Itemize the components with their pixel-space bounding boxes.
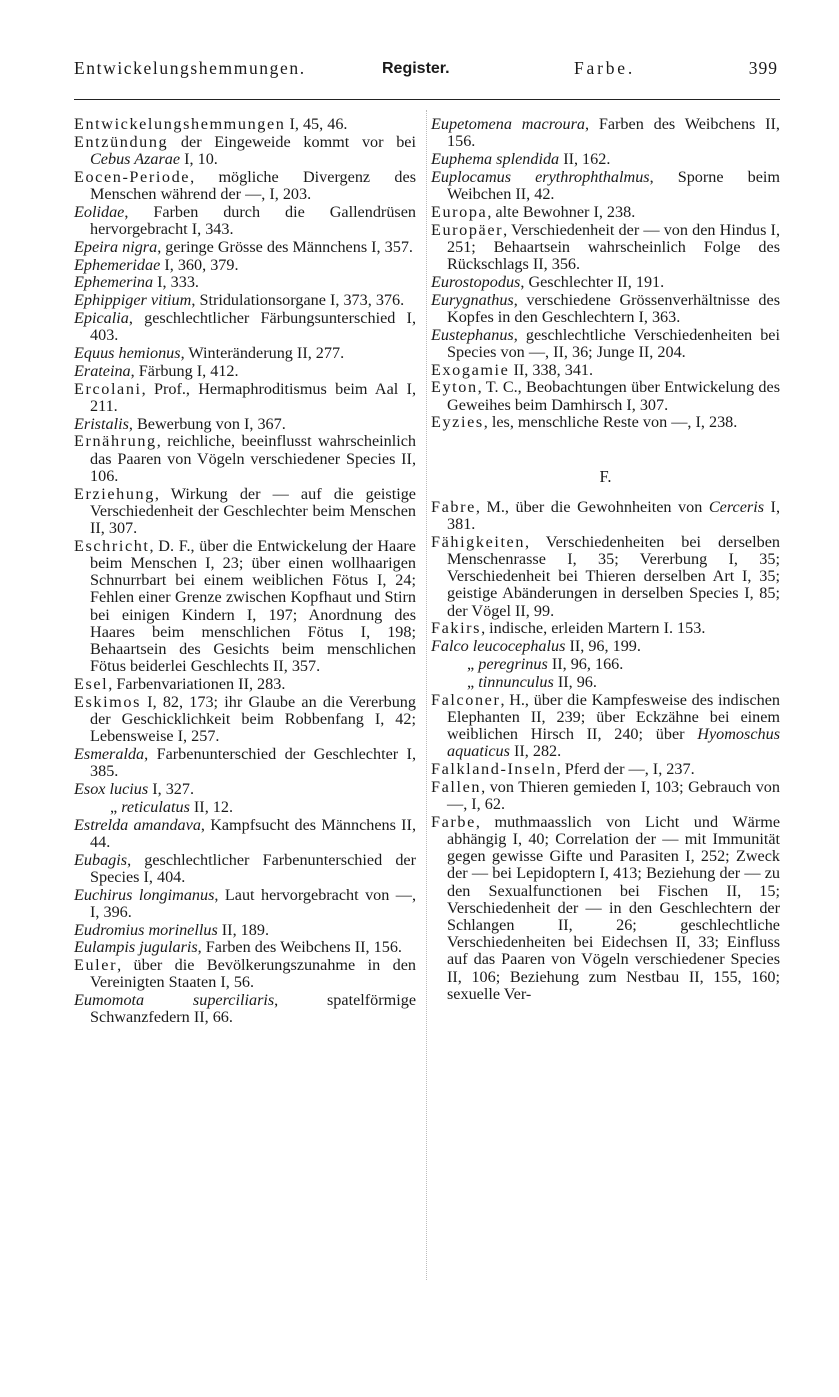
entry-text: II, 96, 199. <box>565 637 641 656</box>
index-entry <box>74 204 416 238</box>
header-left-catchword: Entwickelungshemmungen. <box>74 58 306 78</box>
entry-term: Ephemeridae <box>74 255 161 274</box>
index-entry <box>431 620 780 637</box>
index-entry <box>431 151 780 168</box>
index-entry <box>74 169 416 203</box>
entry-term: Europäer <box>431 220 504 239</box>
entry-text: , Farben des Weibchens II, 156. <box>447 115 780 151</box>
index-entry <box>74 694 416 746</box>
index-entry <box>74 817 416 851</box>
index-entry <box>74 433 416 485</box>
entry-term: Farbe <box>431 812 476 831</box>
index-entry <box>74 116 416 133</box>
entry-term: Ernährung <box>74 432 157 451</box>
entry-term: Fabre <box>431 497 476 516</box>
entry-text: I, 381. <box>447 497 780 533</box>
index-entry <box>431 414 780 431</box>
index-entry <box>74 274 416 291</box>
entry-text: , Farben durch die Gallendrüsen hervorgebracht I, 343. <box>90 202 416 238</box>
entry-term: Eupetomena macroura <box>431 115 585 133</box>
entry-term: Eyzies <box>431 413 484 432</box>
entry-term: Eristalis <box>74 414 129 433</box>
index-entry <box>431 327 780 361</box>
entry-term: Falco leucocephalus <box>431 637 566 656</box>
entry-term: Esox lucius <box>74 780 149 798</box>
entry-text: , Farbenvariationen II, 283. <box>108 675 286 693</box>
header-rule <box>74 99 780 100</box>
entry-text: , über die Bevölkerungszunahme in den Vereinigten Staaten I, 56. <box>90 956 416 992</box>
index-entry <box>431 761 780 778</box>
entry-term: Eudromius morinellus <box>74 920 218 939</box>
entry-text: , von Thieren gemieden I, 103; Gebrauch von —, I, 62. <box>447 777 780 813</box>
entry-term: Euler <box>74 956 118 975</box>
entry-term: Euplocamus erythrophthalmus <box>431 167 650 186</box>
ditto-mark: „ <box>467 672 479 691</box>
entry-term: Erziehung <box>74 484 155 503</box>
index-entry <box>74 381 416 415</box>
entry-text: , geschlechtliche Verschiedenheiten bei Species von —, II, 36; Junge II, 204. <box>447 325 780 361</box>
entry-text: , muthmaasslich von Licht und Wärme abhängig I, 40; Correlation der — mit Immunität gegen gewisse Gifte und Parasiten I, 252; Zweck der — bei Lepidoptern I, 413; Beziehung der — zu den Sexualfunctionen bei Fischen II, 15; Verschiedenheit der — in den Geschlechtern der Schlangen II, 26; geschlechtliche Verschiedenheiten bei Eidechsen II, 33; Einfluss auf das Paaren von Vögeln verschiedener Species II, 106; Beziehung zum Nestbau II, 155, 160; sexuelle Ver- <box>447 812 780 1003</box>
entry-text: , Stridulationsorgane I, 373, 376. <box>191 291 405 310</box>
index-entry <box>431 204 780 221</box>
index-entry <box>74 345 416 362</box>
index-entry <box>431 379 780 413</box>
index-entry <box>431 362 780 379</box>
entry-text: , reichliche, beeinflusst wahrscheinlich das Paaren von Vögeln verschiedener Species II, 106. <box>90 432 416 485</box>
entry-term: Eubagis <box>74 850 128 869</box>
entry-text: I, 333. <box>153 273 199 292</box>
entry-term: Eolidae <box>74 202 125 221</box>
header-right-catchword: Farbe. <box>574 58 636 78</box>
entry-term: Eurygnathus <box>431 290 514 309</box>
entry-term: Estrelda amandava <box>74 815 201 834</box>
entry-text: , Bewerbung von I, 367. <box>128 414 286 433</box>
entry-text: , T. C., Beobachtungen über Entwickelung des Geweihes beim Damhirsch I, 307. <box>447 378 780 414</box>
entry-text: II, 96. <box>553 672 597 691</box>
index-entry <box>431 274 780 291</box>
index-entry <box>431 638 780 655</box>
entry-text: , Laut hervorgebracht von —, I, 396. <box>90 885 417 921</box>
ditto-mark: „ <box>110 797 122 816</box>
entry-text: , Wirkung der — auf die geistige Verschiedenheit der Geschlechter beim Menschen II, 307. <box>90 484 416 537</box>
entry-text: , verschiedene Grössenverhältnisse des Kopfes in den Geschlechtern I, 363. <box>447 290 780 326</box>
entry-term: Eocen-Periode <box>74 167 191 186</box>
entry-term: Ercolani <box>74 379 142 398</box>
entry-term: Eskimos <box>74 692 141 711</box>
entry-text: II, 189. <box>217 920 269 939</box>
entry-term: Entwickelungshemmungen <box>74 115 286 133</box>
entry-term: Falkland-Inseln <box>431 760 557 778</box>
index-entry <box>74 676 416 693</box>
column-separator <box>426 110 427 1280</box>
entry-text: I, 10. <box>180 150 218 168</box>
index-entry <box>431 169 780 203</box>
entry-text: II, 162. <box>559 150 611 168</box>
index-entry <box>74 992 416 1026</box>
entry-text: , Prof., Hermaphroditismus beim Aal I, 211. <box>90 379 416 415</box>
entry-term: Exogamie <box>431 360 510 379</box>
index-entry <box>74 781 416 798</box>
entry-term: Equus hemionus <box>74 343 181 362</box>
index-entry <box>431 292 780 326</box>
index-entry <box>74 538 416 676</box>
entry-term: Eumomota superciliaris <box>74 991 275 1010</box>
index-entry <box>74 852 416 886</box>
index-entry <box>431 656 780 673</box>
entry-text: , alte Bewohner I, 238. <box>487 202 636 221</box>
page-number: 399 <box>748 58 778 78</box>
entry-term: Esmeralda <box>74 745 145 763</box>
entry-term: Eurostopodus <box>431 272 521 291</box>
index-entry <box>431 116 780 150</box>
entry-text: II, 338, 341. <box>509 360 594 379</box>
entry-term: Erateina <box>74 361 131 380</box>
entry-term: Fähigkeiten <box>431 532 526 551</box>
right-column <box>431 116 780 1004</box>
ditto-mark: „ <box>467 655 479 673</box>
entry-term: peregrinus <box>478 655 548 673</box>
index-entry <box>74 310 416 344</box>
index-entry <box>74 416 416 433</box>
index-entry <box>74 887 416 921</box>
index-entry <box>74 939 416 956</box>
entry-text: I, 82, 173; ihr Glaube an die Vererbung der Geschicklichkeit beim Robbenfang I, 42; Lebensweise I, 257. <box>90 692 416 746</box>
index-entry <box>74 922 416 939</box>
entry-term: Entzündung <box>74 132 169 151</box>
index-entry <box>431 692 780 761</box>
entry-text: , Geschlechter II, 191. <box>520 272 665 291</box>
running-header <box>74 58 780 84</box>
header-section-title: Register. <box>382 60 450 77</box>
entry-text: , geschlechtlicher Farbenunterschied der Species I, 404. <box>90 850 416 886</box>
entry-text: , M., über die Gewohnheiten von <box>475 497 709 516</box>
entry-text: , spatelförmige Schwanzfedern II, 66. <box>90 991 416 1027</box>
entry-term: Epicalia <box>74 308 129 327</box>
index-entry <box>431 534 780 620</box>
entry-term: Ephemerina <box>74 273 154 292</box>
entry-text: , Pferd der —, I, 237. <box>556 760 695 778</box>
entry-term: Europa <box>431 202 488 221</box>
index-entry <box>431 814 780 1003</box>
index-entry <box>74 239 416 256</box>
index-entry <box>74 134 416 168</box>
index-entry <box>74 486 416 538</box>
section-letter-heading: F. <box>599 466 612 486</box>
entry-text: , Verschiedenheiten bei derselben Menschenrasse I, 35; Vererbung I, 35; Verschiedenheit bei Thieren derselben Art I, 35; geistige Abänderungen in derselben Species I, 85; der Vögel II, 99. <box>447 532 780 620</box>
entry-term-italic: Cerceris <box>708 497 765 516</box>
entry-text: I, 45, 46. <box>285 115 348 133</box>
entry-term: Eulampis jugularis <box>74 938 198 957</box>
entry-text: II, 282. <box>509 742 562 761</box>
index-entry <box>431 674 780 691</box>
entry-term-italic: Cebus Azarae <box>90 150 181 168</box>
entry-text: , Färbung I, 412. <box>130 361 239 380</box>
entry-term: Eustephanus <box>431 325 514 344</box>
entry-term: Eyton <box>431 378 478 397</box>
entry-text: , geringe Grösse des Männchens I, 357. <box>157 237 413 256</box>
entry-term: Falconer <box>431 690 501 709</box>
entry-text: , Verschiedenheit der — von den Hindus I, 251; Behaartsein wahrscheinlich Folge des Rückschlags II, 356. <box>447 220 780 273</box>
entry-text: , Farben des Weibchens II, 156. <box>197 938 402 957</box>
entry-text: , geschlechtlicher Färbungsunterschied I, 403. <box>90 308 416 345</box>
entry-text: , mögliche Divergenz des Menschen während der —, I, 203. <box>90 167 416 203</box>
entry-term: Esel <box>74 675 109 693</box>
entry-text: , H., über die Kampfesweise des indischen Elephanten II, 239; über Eckzähne bei einem weiblichen Hirsch II, 240; über <box>447 690 780 743</box>
index-entry <box>431 222 780 274</box>
index-entry <box>74 799 416 816</box>
entry-text: , Sporne beim Weibchen II, 42. <box>447 167 780 203</box>
entry-text: , Kampfsucht des Männchens II, 44. <box>90 815 416 851</box>
entry-term: Epeira nigra <box>74 237 158 256</box>
entry-term: tinnunculus <box>478 672 554 691</box>
entry-text: der Eingeweide kommt vor bei <box>168 132 416 151</box>
entry-term: Euchirus longimanus <box>74 885 215 904</box>
index-entry <box>431 499 780 533</box>
entry-term: reticulatus <box>121 797 190 816</box>
index-entry <box>74 257 416 274</box>
entry-text: , les, menschliche Reste von —, I, 238. <box>483 413 738 432</box>
entry-term: Fallen <box>431 777 482 796</box>
index-entry <box>74 957 416 991</box>
entry-text: II, 12. <box>189 797 234 816</box>
index-entry <box>74 363 416 380</box>
entry-term: Eschricht <box>74 536 150 555</box>
entry-term: Euphema splendida <box>431 150 560 168</box>
entry-text: , D. F., über die Entwickelung der Haare beim Menschen I, 23; über einen wollhaarigen Schnurrbart bei einem weiblichen Fötus I, 24; Fehlen einer Grenze zwischen Kopfhaut und Stirn bei einigen Kindern I, 197; Anordnung des Haares beim menschlichen Fötus I, 198; Behaartsein des Gesichts beim menschlichen Fötus beiderlei Geschlechts II, 357. <box>90 536 416 676</box>
entry-term: Fakirs <box>431 619 482 638</box>
entry-text: I, 327. <box>148 780 195 798</box>
index-entry <box>431 779 780 813</box>
entry-text: I, 360, 379. <box>160 255 239 274</box>
index-entry <box>74 746 416 780</box>
entry-text: , Farbenunterschied der Geschlechter I, 385. <box>90 745 416 781</box>
entry-text: , indische, erleiden Martern I. 153. <box>481 619 706 638</box>
entry-text: , Winteränderung II, 277. <box>180 343 345 362</box>
entry-text: II, 96, 166. <box>547 655 624 673</box>
entry-term-italic: Hyomoschus aquaticus <box>447 725 780 761</box>
entry-term: Ephippiger vitium <box>74 291 192 310</box>
left-column <box>74 116 416 1027</box>
index-entry <box>74 292 416 309</box>
